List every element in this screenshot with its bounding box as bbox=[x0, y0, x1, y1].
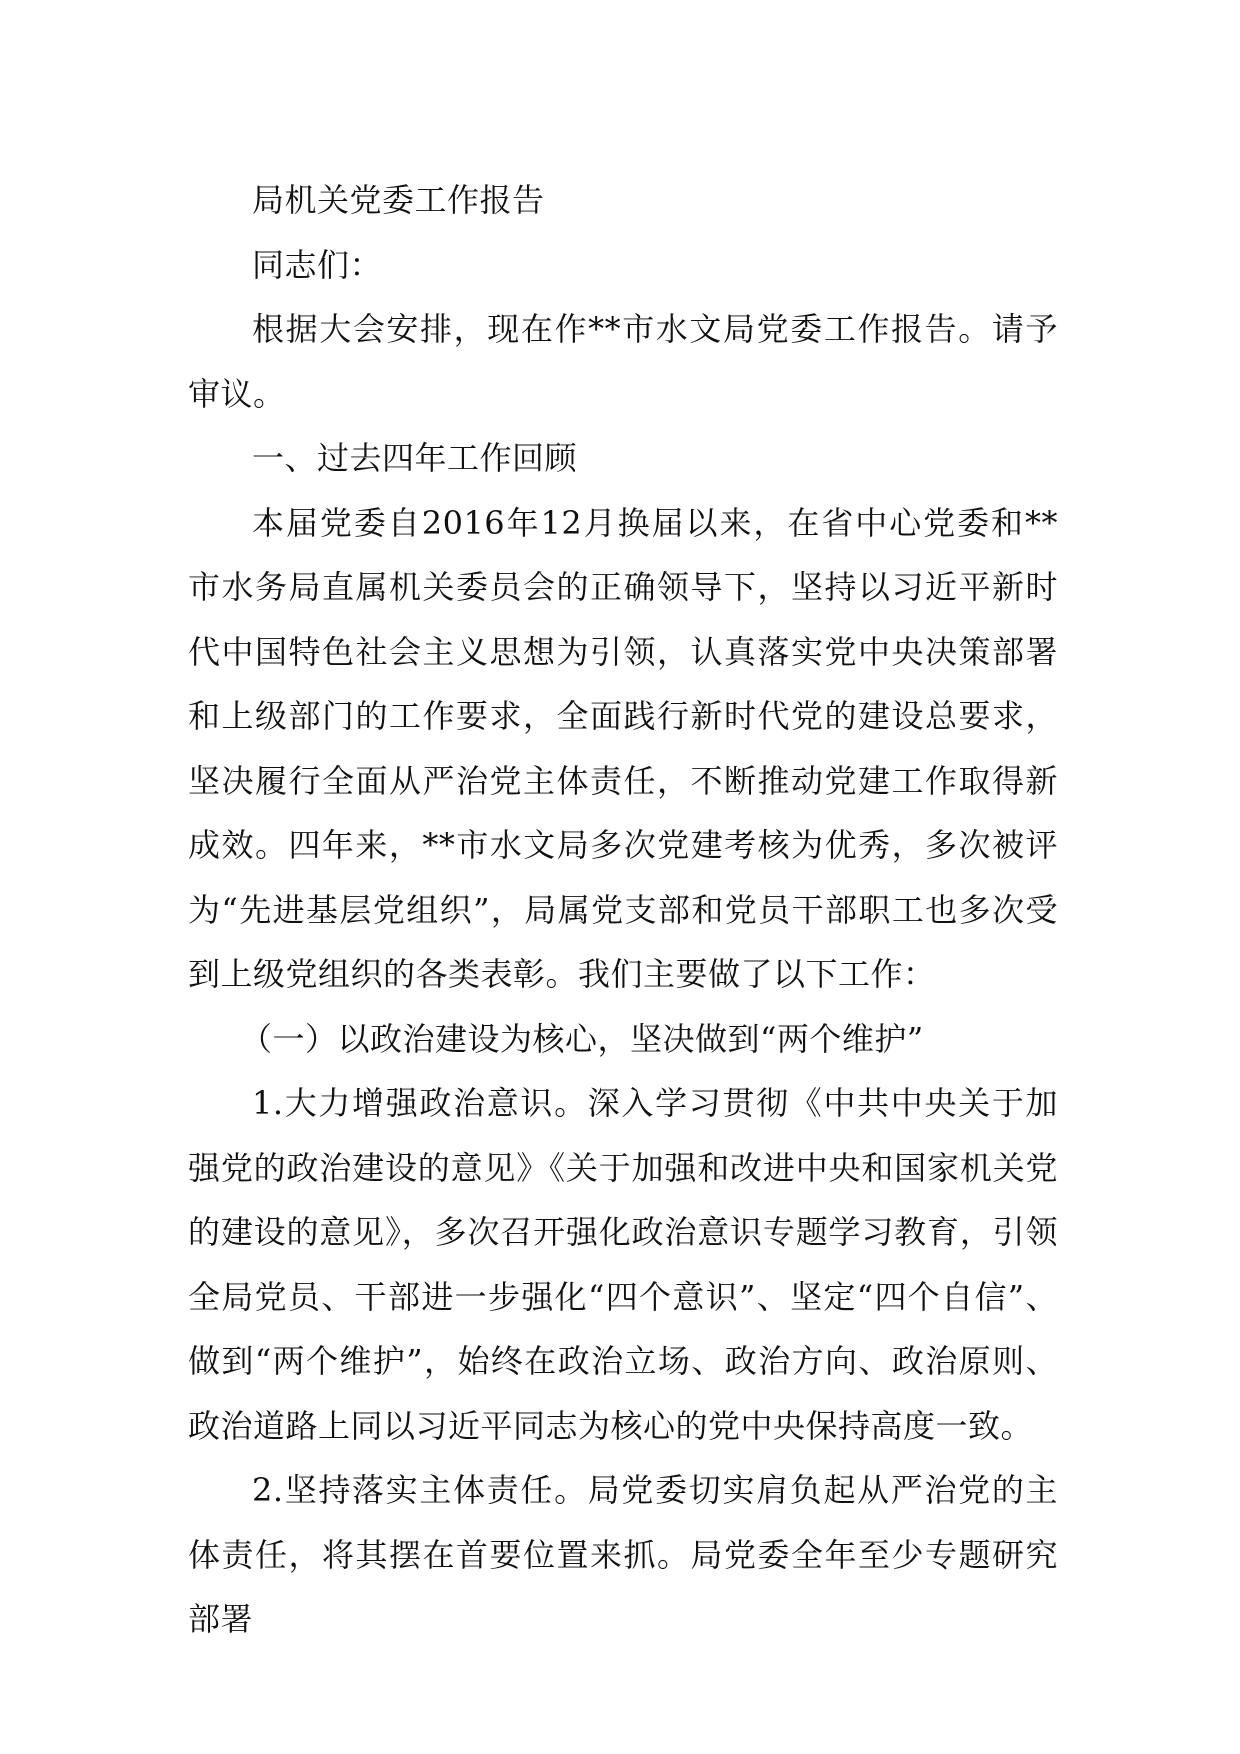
salutation: 同志们： bbox=[252, 245, 383, 284]
document-title: 局机关党委工作报告 bbox=[252, 181, 545, 219]
document-body bbox=[188, 168, 1058, 1652]
subsection-heading-political: （一）以政治建设为核心，坚决做到“两个维护” bbox=[240, 1019, 924, 1058]
section-paragraph-review: 本届党委自2016年12月换届以来，在省中心党委和**市水务局直属机关委员会的正确领导下，坚持以习近平新时代中国特色社会主义思想为引领，认真落实党中央决策部署和上级部门的工作要求，全面践行新时代党的建设总要求，坚决履行全面从严治党主体责任，不断推动党建工作取得新成效。四年来，**市水文局多次党建考核为优秀，多次被评为“先进基层党组织”，局属党支部和党员干部职工也多次受到上级党组织的各类表彰。我们主要做了以下工作： bbox=[188, 503, 1058, 993]
section-heading-review: 一、过去四年工作回顾 bbox=[252, 439, 578, 477]
item-paragraph-1: 1.大力增强政治意识。深入学习贯彻《中共中央关于加强党的政治建设的意见》《关于加强和改进中央和国家机关党的建设的意见》，多次召开强化政治意识专题学习教育，引领全局党员、干部进一步强化“四个意识”、坚定“四个自信”、做到“两个维护”，始终在政治立场、政治方向、政治原则、政治道路上同以习近平同志为核心的党中央保持高度一致。 bbox=[188, 1084, 1058, 1445]
item-paragraph-2: 2.坚持落实主体责任。局党委切实肩负起从严治党的主体责任，将其摆在首要位置来抓。局党委全年至少专题研究部署 bbox=[188, 1471, 1058, 1638]
intro-paragraph: 根据大会安排，现在作**市水文局党委工作报告。请予审议。 bbox=[188, 310, 1058, 413]
